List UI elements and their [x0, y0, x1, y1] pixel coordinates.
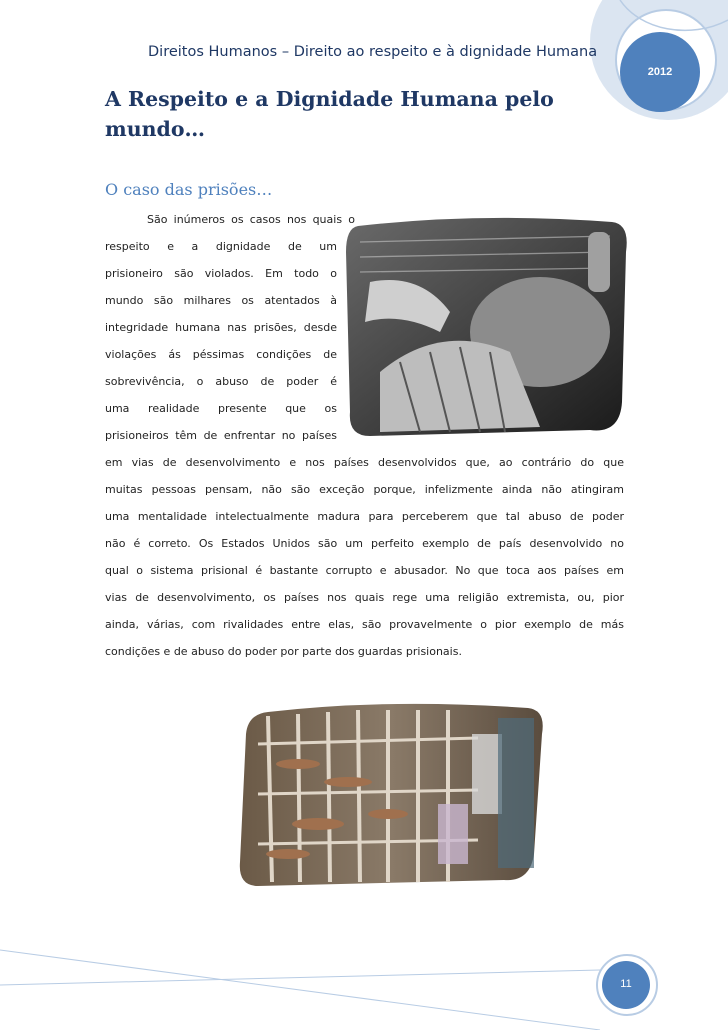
- page-number: 11: [620, 978, 632, 990]
- body-line: sobrevivência, o abuso de poder é: [105, 375, 337, 388]
- body-line: não é correto. Os Estados Unidos são um perfeito exemplo de país desenvolvido no: [105, 537, 624, 550]
- body-line: uma realidade presente que os: [105, 402, 337, 415]
- body-line: mundo são milhares os atentados à: [105, 294, 337, 307]
- body-line: em vias de desenvolvimento e nos países desenvolvidos que, ao contrário do que: [105, 456, 624, 469]
- body-line: condições e de abuso do poder por parte dos guardas prisionais.: [105, 645, 462, 658]
- body-line: muitas pessoas pensam, não são exceção porque, infelizmente ainda não atingiram: [105, 483, 624, 496]
- prisoner-photo: [340, 212, 630, 438]
- body-line: ainda, várias, com rivalidades entre elas, são provavelmente o pior exemplo de más: [105, 618, 624, 631]
- page-title-line1: A Respeito e a Dignidade Humana pelo: [105, 87, 554, 111]
- body-line: qual o sistema prisional é bastante corrupto e abusador. No que toca aos países em: [105, 564, 624, 577]
- running-header: Direitos Humanos – Direito ao respeito e à dignidade Humana: [148, 44, 598, 60]
- body-line: São inúmeros os casos nos quais o: [147, 213, 355, 226]
- page-title: [105, 84, 575, 144]
- section-subtitle: O caso das prisões…: [105, 180, 273, 199]
- body-line: violações ás péssimas condições de: [105, 348, 337, 361]
- body-line: vias de desenvolvimento, os países nos quais rege uma religião extremista, ou, pior: [105, 591, 624, 604]
- body-line: uma mentalidade intelectualmente madura para perceberem que tal abuso de poder: [105, 510, 624, 523]
- body-line: prisioneiros têm de enfrentar no países: [105, 429, 337, 442]
- body-line: integridade humana nas prisões, desde: [105, 321, 337, 334]
- body-line: respeito e a dignidade de um: [105, 240, 337, 253]
- year-badge: 2012: [647, 66, 673, 78]
- crowded-cell-photo: [228, 694, 550, 892]
- page-title-line2: mundo…: [105, 117, 206, 141]
- body-line: prisioneiro são violados. Em todo o: [105, 267, 337, 280]
